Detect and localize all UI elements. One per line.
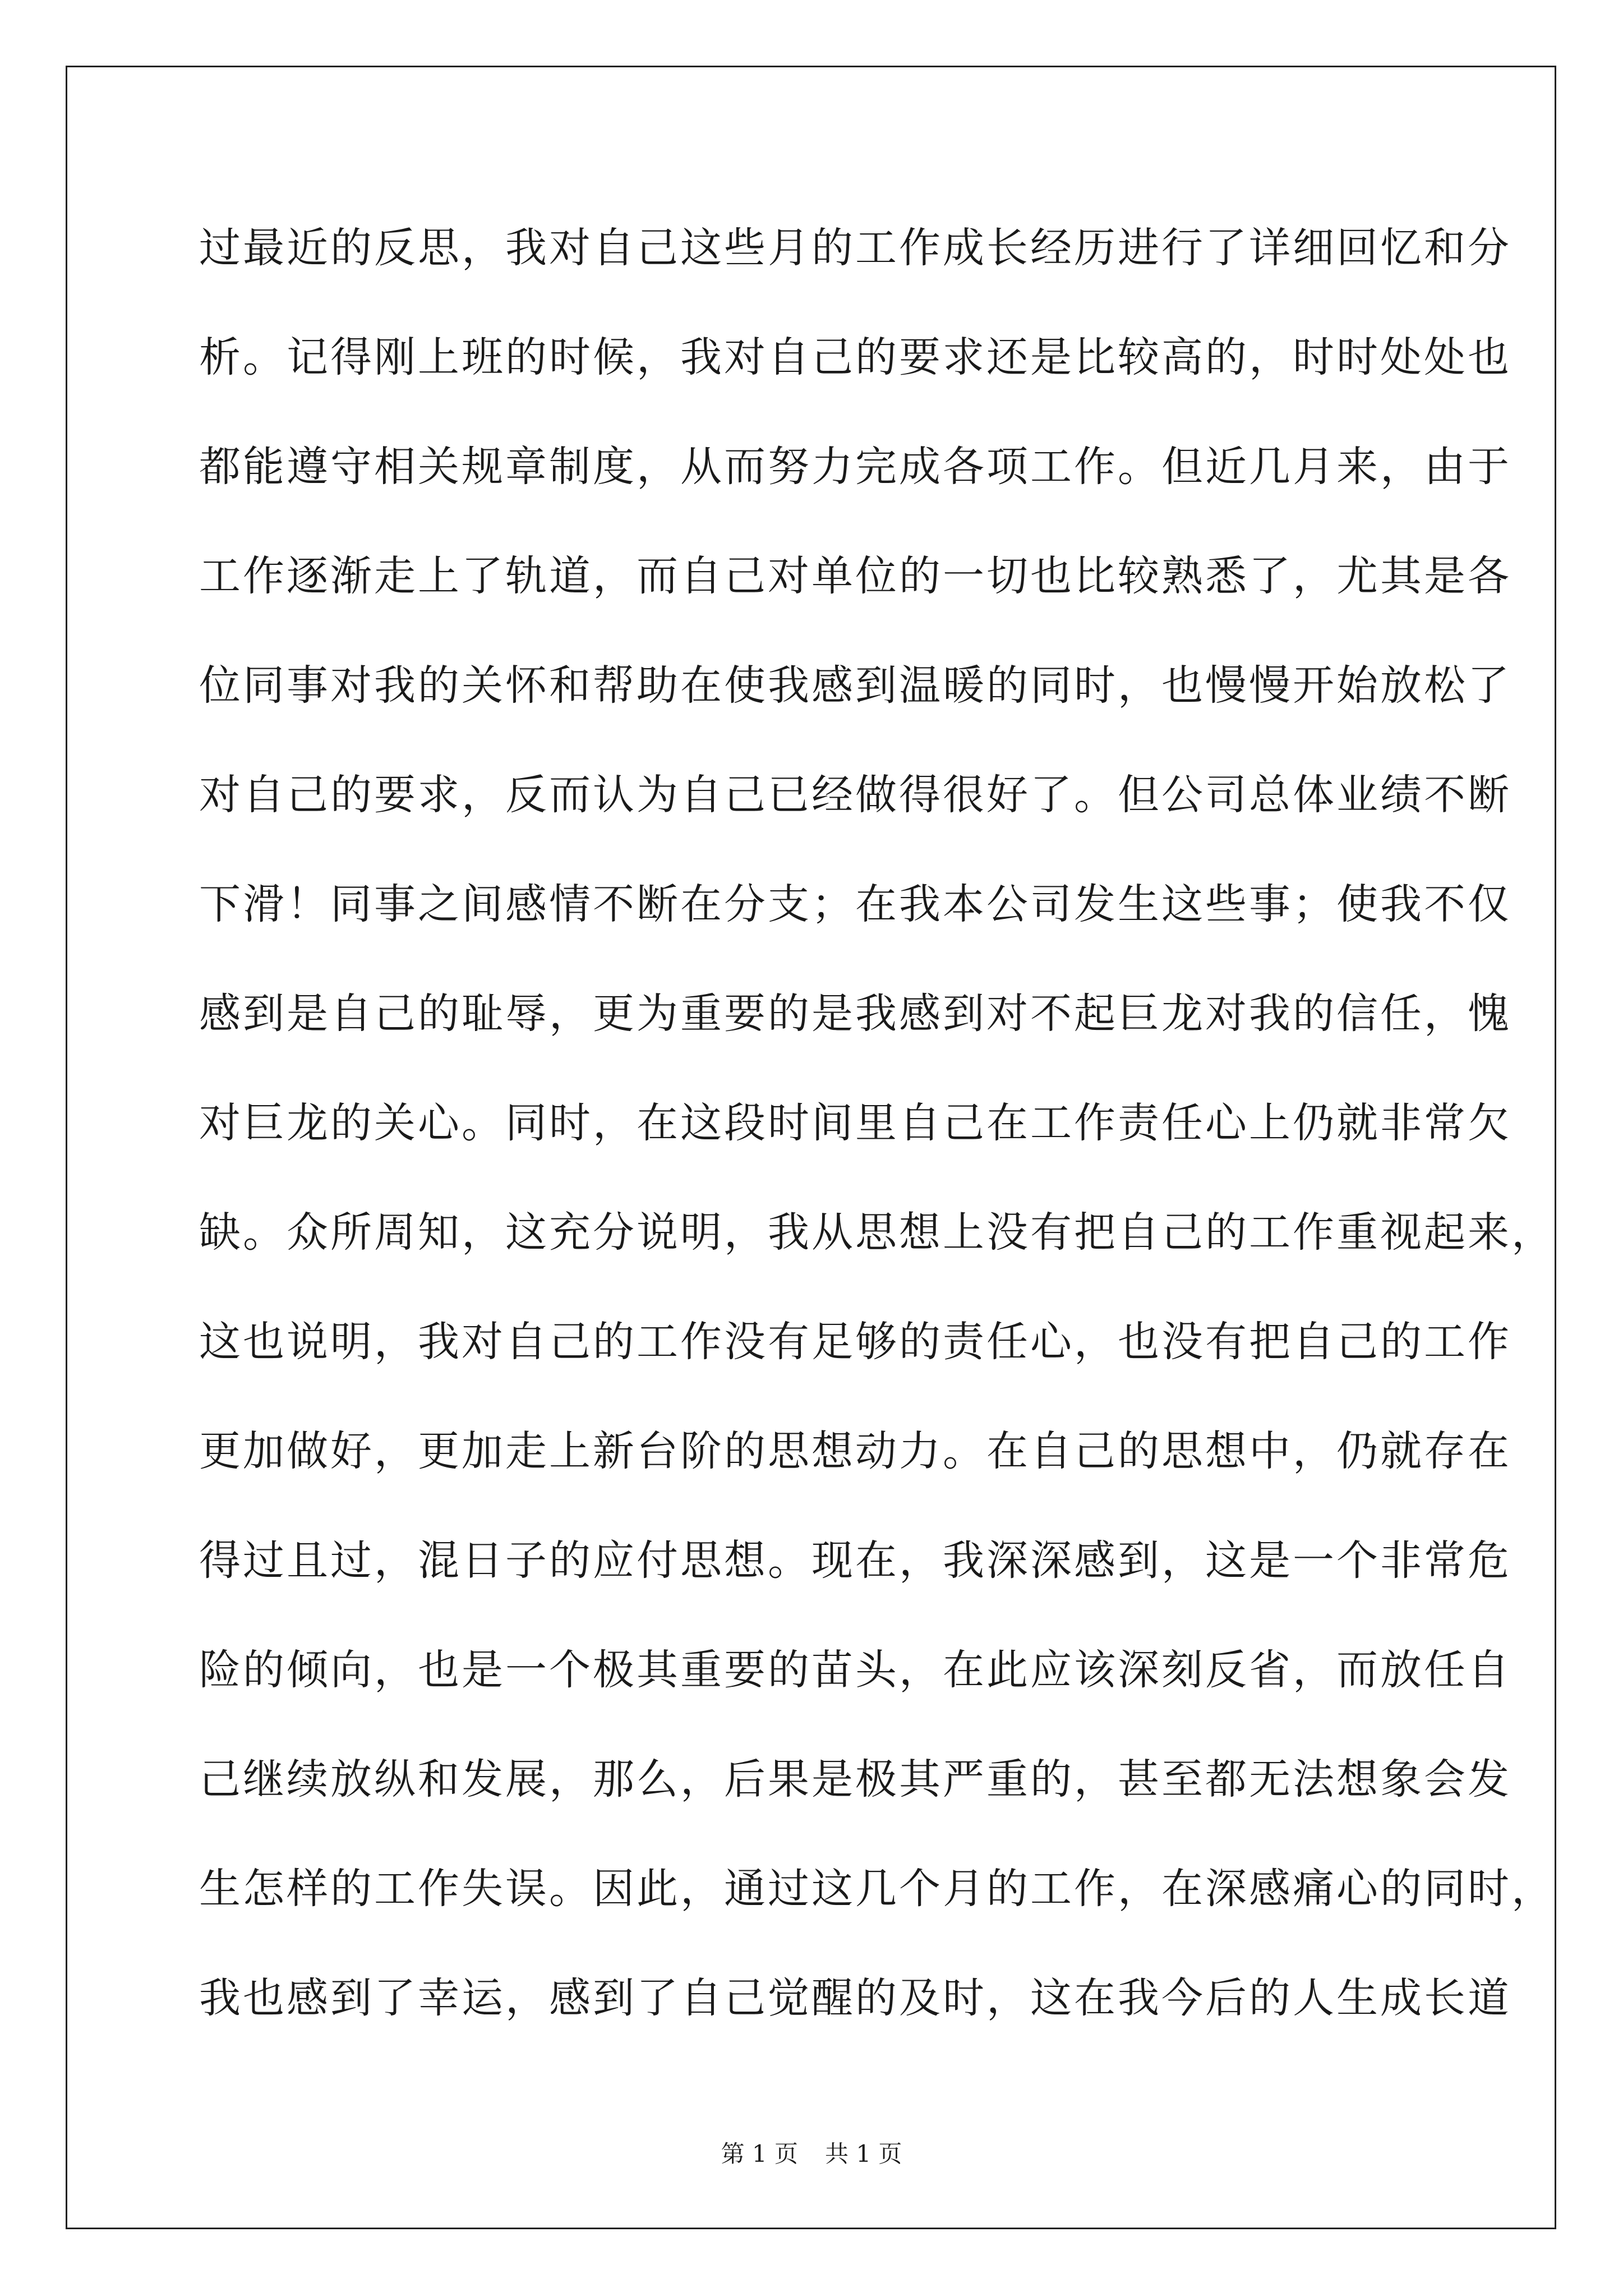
text-line: 感到是自己的耻辱，更为重要的是我感到对不起巨龙对我的信任，愧 — [199, 990, 1511, 1038]
text-line: 己继续放纵和发展，那么，后果是极其严重的，甚至都无法想象会发 — [199, 1755, 1511, 1803]
text-line: 都能遵守相关规章制度，从而努力完成各项工作。但近几月来，由于 — [199, 443, 1511, 491]
text-line: 工作逐渐走上了轨道，而自己对单位的一切也比较熟悉了，尤其是各 — [199, 552, 1511, 600]
page-footer — [0, 2137, 1623, 2171]
text-line: 我也感到了幸运，感到了自己觉醒的及时，这在我今后的人生成长道 — [199, 1974, 1511, 2022]
text-line: 过最近的反思，我对自己这些月的工作成长经历进行了详细回忆和分 — [199, 224, 1511, 272]
text-line: 析。记得刚上班的时候，我对自己的要求还是比较高的，时时处处也 — [199, 333, 1511, 381]
text-line: 位同事对我的关怀和帮助在使我感到温暖的同时，也慢慢开始放松了 — [199, 661, 1511, 710]
text-line: 险的倾向，也是一个极其重要的苗头，在此应该深刻反省，而放任自 — [199, 1646, 1511, 1694]
text-line: 下滑！同事之间感情不断在分支；在我本公司发生这些事；使我不仅 — [199, 880, 1511, 928]
text-line: 得过且过，混日子的应付思想。现在，我深深感到，这是一个非常危 — [199, 1536, 1511, 1585]
text-line: 对巨龙的关心。同时，在这段时间里自己在工作责任心上仍就非常欠 — [199, 1099, 1511, 1147]
text-line: 缺。众所周知，这充分说明，我从思想上没有把自己的工作重视起来， — [199, 1208, 1555, 1257]
text-line: 这也说明，我对自己的工作没有足够的责任心，也没有把自己的工作 — [199, 1318, 1511, 1366]
page-number: 第 1 页 — [721, 2140, 798, 2168]
text-line: 对自己的要求，反而认为自己已经做得很好了。但公司总体业绩不断 — [199, 771, 1511, 819]
total-pages: 共 1 页 — [825, 2140, 902, 2168]
text-line: 生怎样的工作失误。因此，通过这几个月的工作，在深感痛心的同时， — [199, 1865, 1555, 1913]
text-line: 更加做好，更加走上新台阶的思想动力。在自己的思想中，仍就存在 — [199, 1427, 1511, 1475]
document-body — [199, 220, 1555, 2079]
